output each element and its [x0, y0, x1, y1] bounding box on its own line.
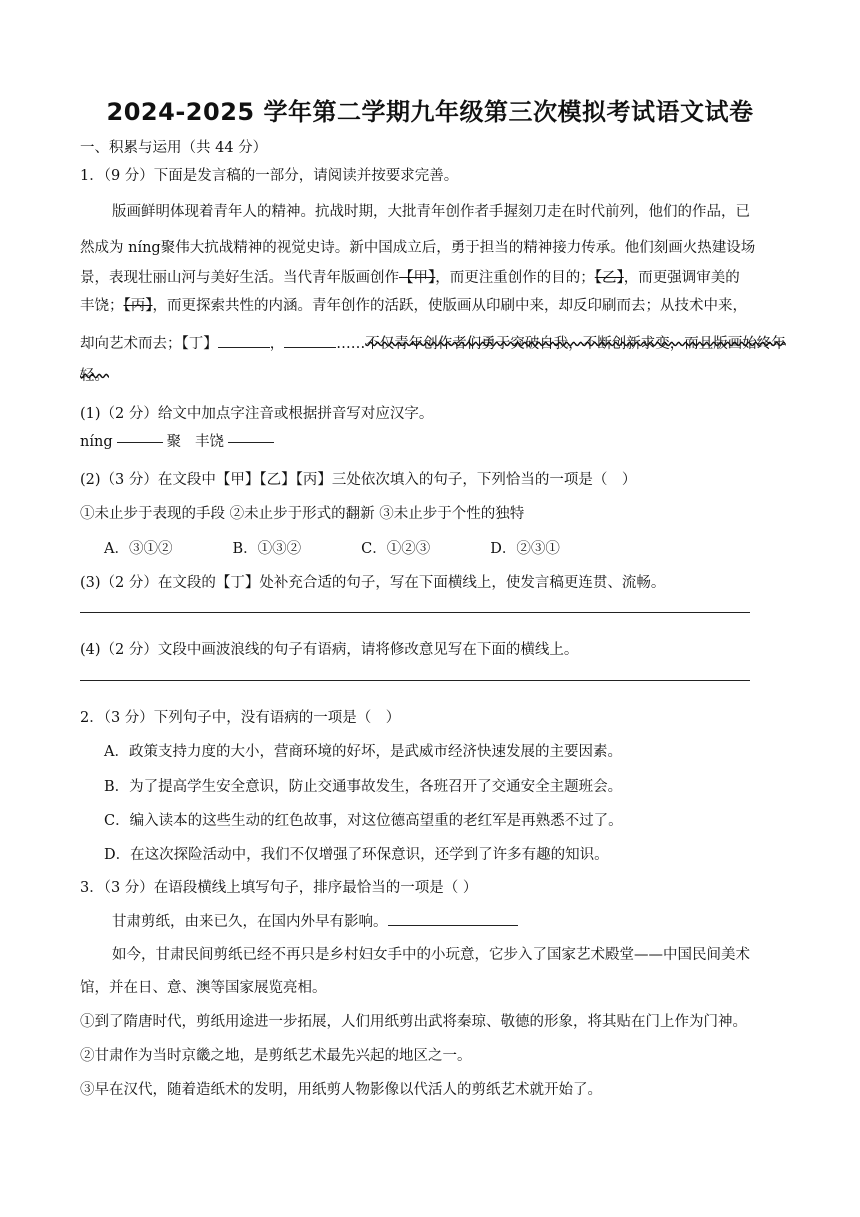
option-b[interactable]: B．①③②	[232, 541, 302, 557]
q2-stem: 2．（3 分）下列句子中，没有语病的一项是（ ）	[80, 710, 401, 726]
q3-passage-line: 甘肃剪纸，由来已久，在国内外早有影响。	[112, 910, 518, 931]
answer-line[interactable]	[228, 442, 274, 443]
option-c[interactable]: C．①②③	[361, 541, 431, 557]
q3-item-1: ①到了隋唐时代，剪纸用途进一步拓展，人们用纸剪出武将秦琼、敬德的形象，将其贴在门上作为门神。	[80, 1014, 747, 1030]
q3-passage-line: 如今，甘肃民间剪纸已经不再只是乡村妇女手中的小玩意，它步入了国家艺术殿堂——中国民间美术	[112, 947, 750, 963]
option-a[interactable]: A．③①②	[104, 541, 173, 557]
q1-passage-line: 版画鲜明体现着青年人的精神。抗战时期，大批青年创作者手握刻刀走在时代前列，他们的作品，已	[112, 204, 750, 220]
answer-line[interactable]	[80, 612, 750, 613]
q2-option-d[interactable]: D．在这次探险活动中，我们不仅增强了环保意识，还学到了许多有趣的知识。	[104, 847, 609, 863]
option-d[interactable]: D．②③①	[490, 541, 560, 557]
wavy-sentence: 不仅青年创作者们勇于突破自我，不断创新求变，而且版画始终年	[365, 336, 786, 352]
q1-passage-line	[80, 364, 109, 385]
blank-jia: 【甲】	[399, 270, 436, 286]
q1-passage-line: 景，表现壮丽山河与美好生活。当代青年版画创作【甲】，而更注重创作的目的；【乙】，而更强调审美的	[80, 270, 740, 286]
answer-line[interactable]	[117, 442, 163, 443]
section-heading: 一、积累与运用（共 44 分）	[80, 140, 268, 156]
wavy-sentence: 轻。	[80, 368, 109, 384]
blank-yi: 【乙】	[594, 270, 624, 286]
answer-blank[interactable]	[284, 335, 336, 348]
q1-sub2-options	[104, 537, 560, 558]
q1-sub2: (2)（3 分）在文段中【甲】【乙】【丙】三处依次填入的句子，下列恰当的一项是（ ）	[80, 472, 637, 488]
q1-sub1-answers: níng 聚 丰饶	[80, 430, 278, 451]
q1-sub3: (3)（2 分）在文段的【丁】处补充合适的句子，写在下面横线上，使发言稿更连贯、流畅。	[80, 575, 666, 591]
answer-blank[interactable]	[218, 335, 270, 348]
q3-item-2: ②甘肃作为当时京畿之地，是剪纸艺术最先兴起的地区之一。	[80, 1048, 472, 1064]
q1-passage-line: 然成为 níng聚伟大抗战精神的视觉史诗。新中国成立后，勇于担当的精神接力传承。他们刻画火热建设场	[80, 240, 756, 256]
q2-option-c[interactable]: C．编入读本的这些生动的红色故事，对这位德高望重的老红军是再熟悉不过了。	[104, 813, 623, 829]
answer-line[interactable]	[80, 680, 750, 681]
q2-option-a[interactable]: A．政策支持力度的大小，营商环境的好坏，是武威市经济快速发展的主要因素。	[104, 744, 622, 760]
q3-stem: 3．（3 分）在语段横线上填写句子，排序最恰当的一项是（ ）	[80, 880, 478, 896]
q2-option-b[interactable]: B．为了提高学生安全意识，防止交通事故发生，各班召开了交通安全主题班会。	[104, 779, 623, 795]
q1-sub1: (1)（2 分）给文中加点字注音或根据拼音写对应汉字。	[80, 406, 434, 422]
q1-passage-line: 丰饶；【丙】，而更探索共性的内涵。青年创作的活跃，使版画从印刷中来，却反印刷而去；从技术中来，	[80, 298, 747, 314]
q1-sub2-list: ①未止步于表现的手段 ②未止步于形式的翻新 ③未止步于个性的独特	[80, 506, 525, 522]
q1-sub4: (4)（2 分）文段中画波浪线的句子有语病，请将修改意见写在下面的横线上。	[80, 642, 579, 658]
q3-item-3: ③早在汉代，随着造纸术的发明，用纸剪人物影像以代活人的剪纸艺术就开始了。	[80, 1082, 602, 1098]
blank-bing: 【丙】	[123, 298, 153, 314]
answer-blank[interactable]	[388, 913, 518, 926]
exam-title: 2024-2025 学年第二学期九年级第三次模拟考试语文试卷	[106, 98, 754, 126]
q1-passage-line: 却向艺术而去；【丁】 ， ……不仅青年创作者们勇于突破自我，不断创新求变，而且版画始终年	[80, 336, 786, 352]
q3-passage-line: 馆，并在日、意、澳等国家展览亮相。	[80, 980, 327, 996]
q1-stem: 1．（9 分）下面是发言稿的一部分，请阅读并按要求完善。	[80, 168, 459, 184]
